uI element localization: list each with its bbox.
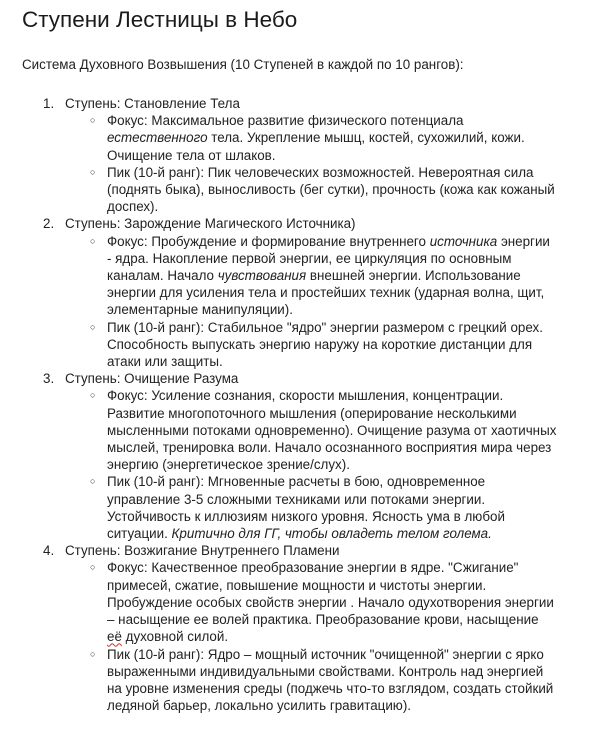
focus-item bbox=[90, 559, 557, 645]
peak-item bbox=[90, 473, 557, 542]
intro-text: Система Духовного Возвышения (10 Ступеней в каждой по 10 рангов): bbox=[22, 57, 464, 72]
focus-text-end: духовной силой. bbox=[121, 629, 229, 645]
hollow-bullet-icon: ○ bbox=[90, 390, 96, 401]
step-details bbox=[65, 559, 611, 714]
spellcheck-marked-word[interactable]: её bbox=[107, 629, 122, 645]
step-item bbox=[22, 542, 611, 714]
hollow-bullet-icon: ○ bbox=[90, 321, 96, 332]
step-item bbox=[22, 95, 611, 215]
step-details bbox=[65, 233, 611, 371]
step-number: 2. bbox=[43, 216, 55, 232]
focus-item bbox=[90, 387, 557, 473]
step-details bbox=[65, 387, 611, 542]
focus-text: Фокус: Качественное преобразование энергии в ядре. "Сжигание" примесей, сжатие, повышение мощности и чистоты энергии. Пробуждение особых свойств энергии . Начало одухотворения энергии – насыщение ее волей практика. Преобразование крови, насыщение bbox=[107, 560, 554, 628]
focus-emphasis: естественного bbox=[107, 130, 208, 146]
focus-emphasis-2: чувствования bbox=[217, 268, 307, 284]
step-title: Ступень: Очищение Разума bbox=[65, 371, 239, 387]
step-item bbox=[22, 215, 611, 370]
focus-text-cont: энергии - ядра. Накопление первой энергии, ее циркуляция по основным каналам. Начало bbox=[107, 233, 550, 284]
peak-text: Пик (10-й ранг): Пик человеческих возможностей. Невероятная сила (поднять быка), выносливость (бег сутки), прочность (кожа как кожаный доспех). bbox=[107, 164, 555, 215]
peak-item bbox=[90, 646, 557, 715]
peak-text: Пик (10-й ранг): Мгновенные расчеты в бою, одновременное управление 3-5 сложными техниками или потоками энергии. Устойчивость к иллюзиям низкого уровня. Ясность ума в любой ситуации. bbox=[107, 474, 505, 542]
focus-text-cont: тела. Укрепление мышц, костей, сухожилий, кожи. Очищение тела от шлаков. bbox=[107, 130, 525, 163]
hollow-bullet-icon: ○ bbox=[90, 648, 96, 659]
hollow-bullet-icon: ○ bbox=[90, 166, 96, 177]
peak-item bbox=[90, 319, 557, 371]
focus-emphasis: источника bbox=[429, 233, 498, 249]
step-item bbox=[22, 370, 611, 542]
steps-list bbox=[22, 95, 611, 714]
focus-text: Фокус: Пробуждение и формирование внутреннего bbox=[107, 233, 430, 249]
hollow-bullet-icon: ○ bbox=[90, 115, 96, 126]
peak-item bbox=[90, 164, 557, 216]
focus-item bbox=[90, 112, 557, 164]
step-number: 3. bbox=[43, 371, 55, 387]
peak-text: Пик (10-й ранг): Ядро – мощный источник "очищенной" энергии с ярко выраженными индивидуальными свойствами. Контроль над энергией на уровне изменения среды (поджечь что-то взглядом, создать стойкий ледяной барьер, локально усилить гравитацию). bbox=[107, 646, 554, 714]
focus-text-end: внешней энергии. Использование энергии для усиления тела и простейших техник (ударная волна, щит, элементарные манипуляции). bbox=[107, 268, 545, 318]
focus-item bbox=[90, 233, 557, 319]
step-title: Ступень: Зарождение Магического Источника) bbox=[65, 216, 356, 232]
step-title: Ступень: Становление Тела bbox=[65, 96, 240, 111]
step-number: 4. bbox=[43, 543, 55, 559]
hollow-bullet-icon: ○ bbox=[90, 562, 96, 573]
step-number: 1. bbox=[43, 96, 55, 111]
peak-emphasis: Критично для ГГ, чтобы овладеть телом голема. bbox=[171, 526, 492, 542]
peak-text: Пик (10-й ранг): Стабильное "ядро" энергии размером с грецкий орех. Способность выпускать энергию наружу на короткие дистанции для атаки или защиты. bbox=[107, 319, 543, 370]
focus-text: Фокус: Усиление сознания, скорости мышления, концентрации. Развитие многопоточного мышления (оперирование несколькими мысленными потоками одновременно). Очищение разума от хаотичных мыслей, тренировка воли. Начало осознанного восприятия мира через энергию (энергетическое зрение/слух). bbox=[107, 388, 557, 473]
focus-text: Фокус: Максимальное развитие физического потенциала bbox=[107, 113, 464, 129]
step-details bbox=[65, 112, 611, 215]
hollow-bullet-icon: ○ bbox=[90, 476, 96, 487]
page-title: Ступени Лестницы в Небо bbox=[22, 7, 298, 32]
step-title: Ступень: Возжигание Внутреннего Пламени bbox=[65, 543, 340, 559]
hollow-bullet-icon: ○ bbox=[90, 235, 96, 246]
